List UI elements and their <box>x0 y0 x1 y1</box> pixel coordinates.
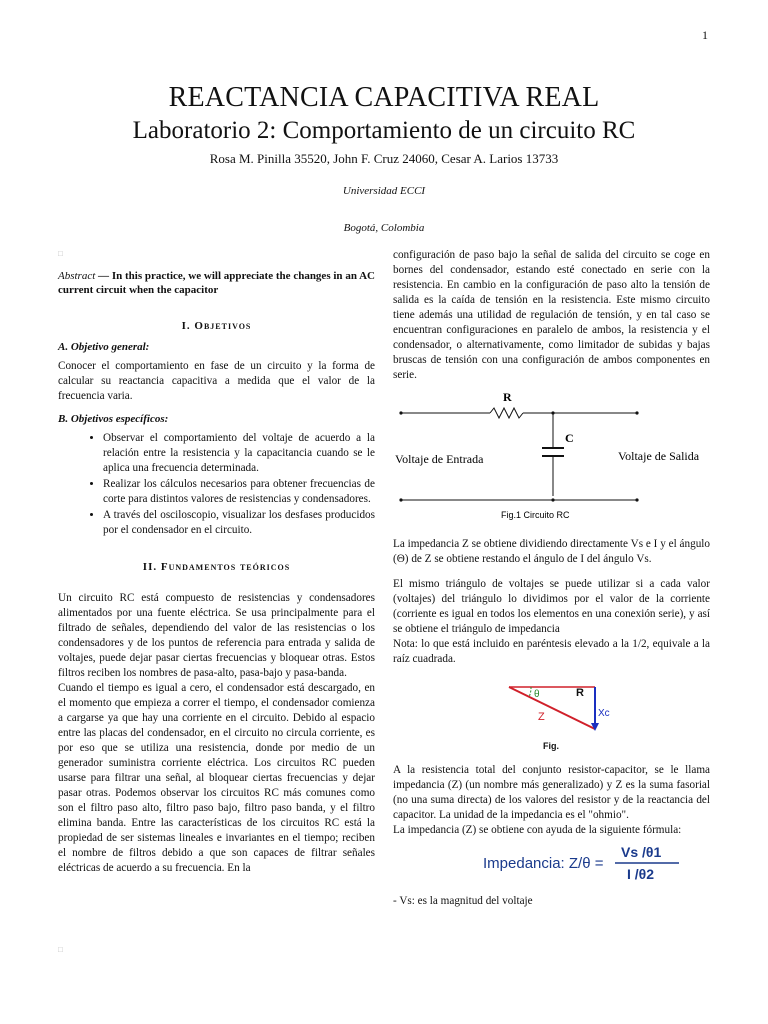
terminal-dot <box>399 411 402 414</box>
right-paragraph-2: La impedancia Z se obtiene dividiendo directamente Vs e I y el ángulo (Θ) de Z se obtiene restando el ángulo de I del ángulo Vs. <box>393 538 710 565</box>
city: Bogotá, Colombia <box>343 222 425 234</box>
junction-dot <box>551 498 554 501</box>
list-item: • A través del osciloscopio, visualizar los desfases producidos por el condensador en el circuito. <box>103 508 375 538</box>
resistor-symbol <box>490 408 523 418</box>
abstract-label: Abstract <box>58 270 96 282</box>
triangle-caption: Fig. <box>543 741 559 751</box>
abstract <box>58 269 375 297</box>
right-paragraph-3: El mismo triángulo de voltajes se puede utilizar si a cada valor (voltajes) del triángulo lo dividimos por el valor de la corriente (corriente es igual en todos los elementos en una conexión serie), y así se obtiene el triángulo de impedancia <box>393 578 710 635</box>
paper-subtitle: Laboratorio 2: Comportamiento de un circuito RC <box>132 117 636 144</box>
university: Universidad ECCI <box>342 185 426 197</box>
impedance-triangle-figure <box>393 675 710 757</box>
xc-label: Xc <box>598 708 610 719</box>
section-heading-objetivos: I. Objetivos <box>181 320 252 332</box>
right-paragraph-6: La impedancia (Z) se obtiene con ayuda de la siguiente fórmula: <box>393 824 682 836</box>
right-last-line: - Vs: es la magnitud del voltaje <box>393 895 533 907</box>
fundamentos-paragraph-2: Cuando el tiempo es igual a cero, el condensador está descargado, en el momento que empieza a correr el tiempo, el condensador comienza a cargarse ya que hay una corriente en el circuito. Debido al espacio entre las placas del condensador, en el circuito no circula corriente, es por eso que se utiliza una resistencia, donde por medio de un generador suministra corriente eléctrica. Los circuitos RC pueden usarse para filtrar una señal, al bloquear ciertas frecuencias y dejar pasar otras. Podemos observar los circuitos RC más comunes como son el filtro paso alto, filtro paso bajo, filtro paso banda, y el filtro elimina banda. Entre las características de los circuitos RC está la propiedad de ser sistemas lineales e invariantes en el tiempo; reciben el nombre de filtros debido a que son capaces de filtrar señales eléctricas de acuerdo a su frecuencia. En la <box>58 682 375 874</box>
angle-arc <box>529 687 531 697</box>
theta-label: θ <box>534 689 540 700</box>
formula-denominator: I /θ2 <box>627 866 655 882</box>
figure-caption: Fig.1 Circuito RC <box>501 510 570 520</box>
right-paragraph-4: Nota: lo que está incluido en paréntesis elevado a la 1/2, equivale a la raíz cuadrada. <box>393 638 710 665</box>
output-voltage-label: Voltaje de Salida <box>618 449 700 463</box>
rc-circuit-figure <box>393 387 710 529</box>
placeholder-marker-bottom: □ <box>58 945 63 954</box>
right-paragraph-5: A la resistencia total del conjunto resistor-capacitor, se le llama impedancia (Z) (un nombre más generalizado) y Z es la suma fasorial (no una suma directa) de los valores del resistor y de la reactancia del capacitor. La unidad de la impedancia es el "ohmio". <box>393 764 710 821</box>
z-label: Z <box>538 711 545 723</box>
r-label: R <box>576 687 584 699</box>
impedance-formula <box>393 840 710 884</box>
abstract-dash: — <box>95 270 112 282</box>
authors: Rosa M. Pinilla 35520, John F. Cruz 24060, Cesar A. Larios 13733 <box>209 151 559 166</box>
general-objective-text: Conocer el comportamiento en fase de un circuito y la forma de calcular su reactancia capacitiva a medida que el valor de la frecuencia varia. <box>58 360 375 402</box>
right-column <box>393 248 710 909</box>
input-voltage-label: Voltaje de Entrada <box>395 452 484 466</box>
junction-dot <box>551 411 554 414</box>
placeholder-marker: □ <box>58 249 63 258</box>
terminal-dot <box>635 411 638 414</box>
list-item: • Observar el comportamiento del voltaje de acuerdo a la relación entre la resistencia y la capacitancia cuando se le aplica una frecuencia determinada. <box>103 431 375 476</box>
section-heading-fundamentos: II. Fundamentos teóricos <box>142 561 291 573</box>
left-column <box>58 246 375 876</box>
formula-lhs: Impedancia: Z/θ = <box>483 855 604 872</box>
capacitor-label: C <box>565 431 574 445</box>
specific-objectives-list <box>58 431 375 538</box>
fundamentos-paragraph-1: Un circuito RC está compuesto de resistencias y condensadores alimentados por una fuente eléctrica. Se usa principalmente para el filtrado de señales, dependiendo del valor de las resistencias o los condensadores y de los puntos de referencia para entrada y salida de voltajes, puede dejar pasar ciertas frecuencias y bloquear otras. Estos filtros reciben los nombres de pasa-alto, pasa-bajo y pasa-banda. <box>58 592 375 679</box>
formula-numerator: Vs /θ1 <box>621 844 662 860</box>
subheading-general: A. Objetivo general: <box>58 341 150 353</box>
list-item: • Realizar los cálculos necesarios para obtener frecuencias de corte para distintos valores de resistencias y condensadores. <box>103 477 375 507</box>
abstract-text: In this practice, we will appreciate the changes in an AC current circuit when the capacitor <box>58 270 376 296</box>
page-number: 1 <box>702 28 708 42</box>
right-paragraph-1: configuración de paso bajo la señal de salida del circuito se coge en bornes del condensador, estando esté conectado en serie con la resistencia. En cambio en la configuración de paso alto la tensión de salida es la caída de tensión en la resistencia. Este mismo circuito tiene además una utilidad de regulación de tensión, y en tal caso se encuentran configuraciones en paralelo de ambos, la resistencia y el condensador, o alternativamente, como limitador de subidas y bajas bruscas de tensión con una configuración de ambos componentes en serie. <box>393 249 710 381</box>
terminal-dot <box>399 498 402 501</box>
paper-title: REACTANCIA CAPACITIVA REAL <box>168 82 600 113</box>
terminal-dot <box>635 498 638 501</box>
resistor-label: R <box>503 390 512 404</box>
subheading-specific: B. Objetivos específicos: <box>58 413 169 425</box>
